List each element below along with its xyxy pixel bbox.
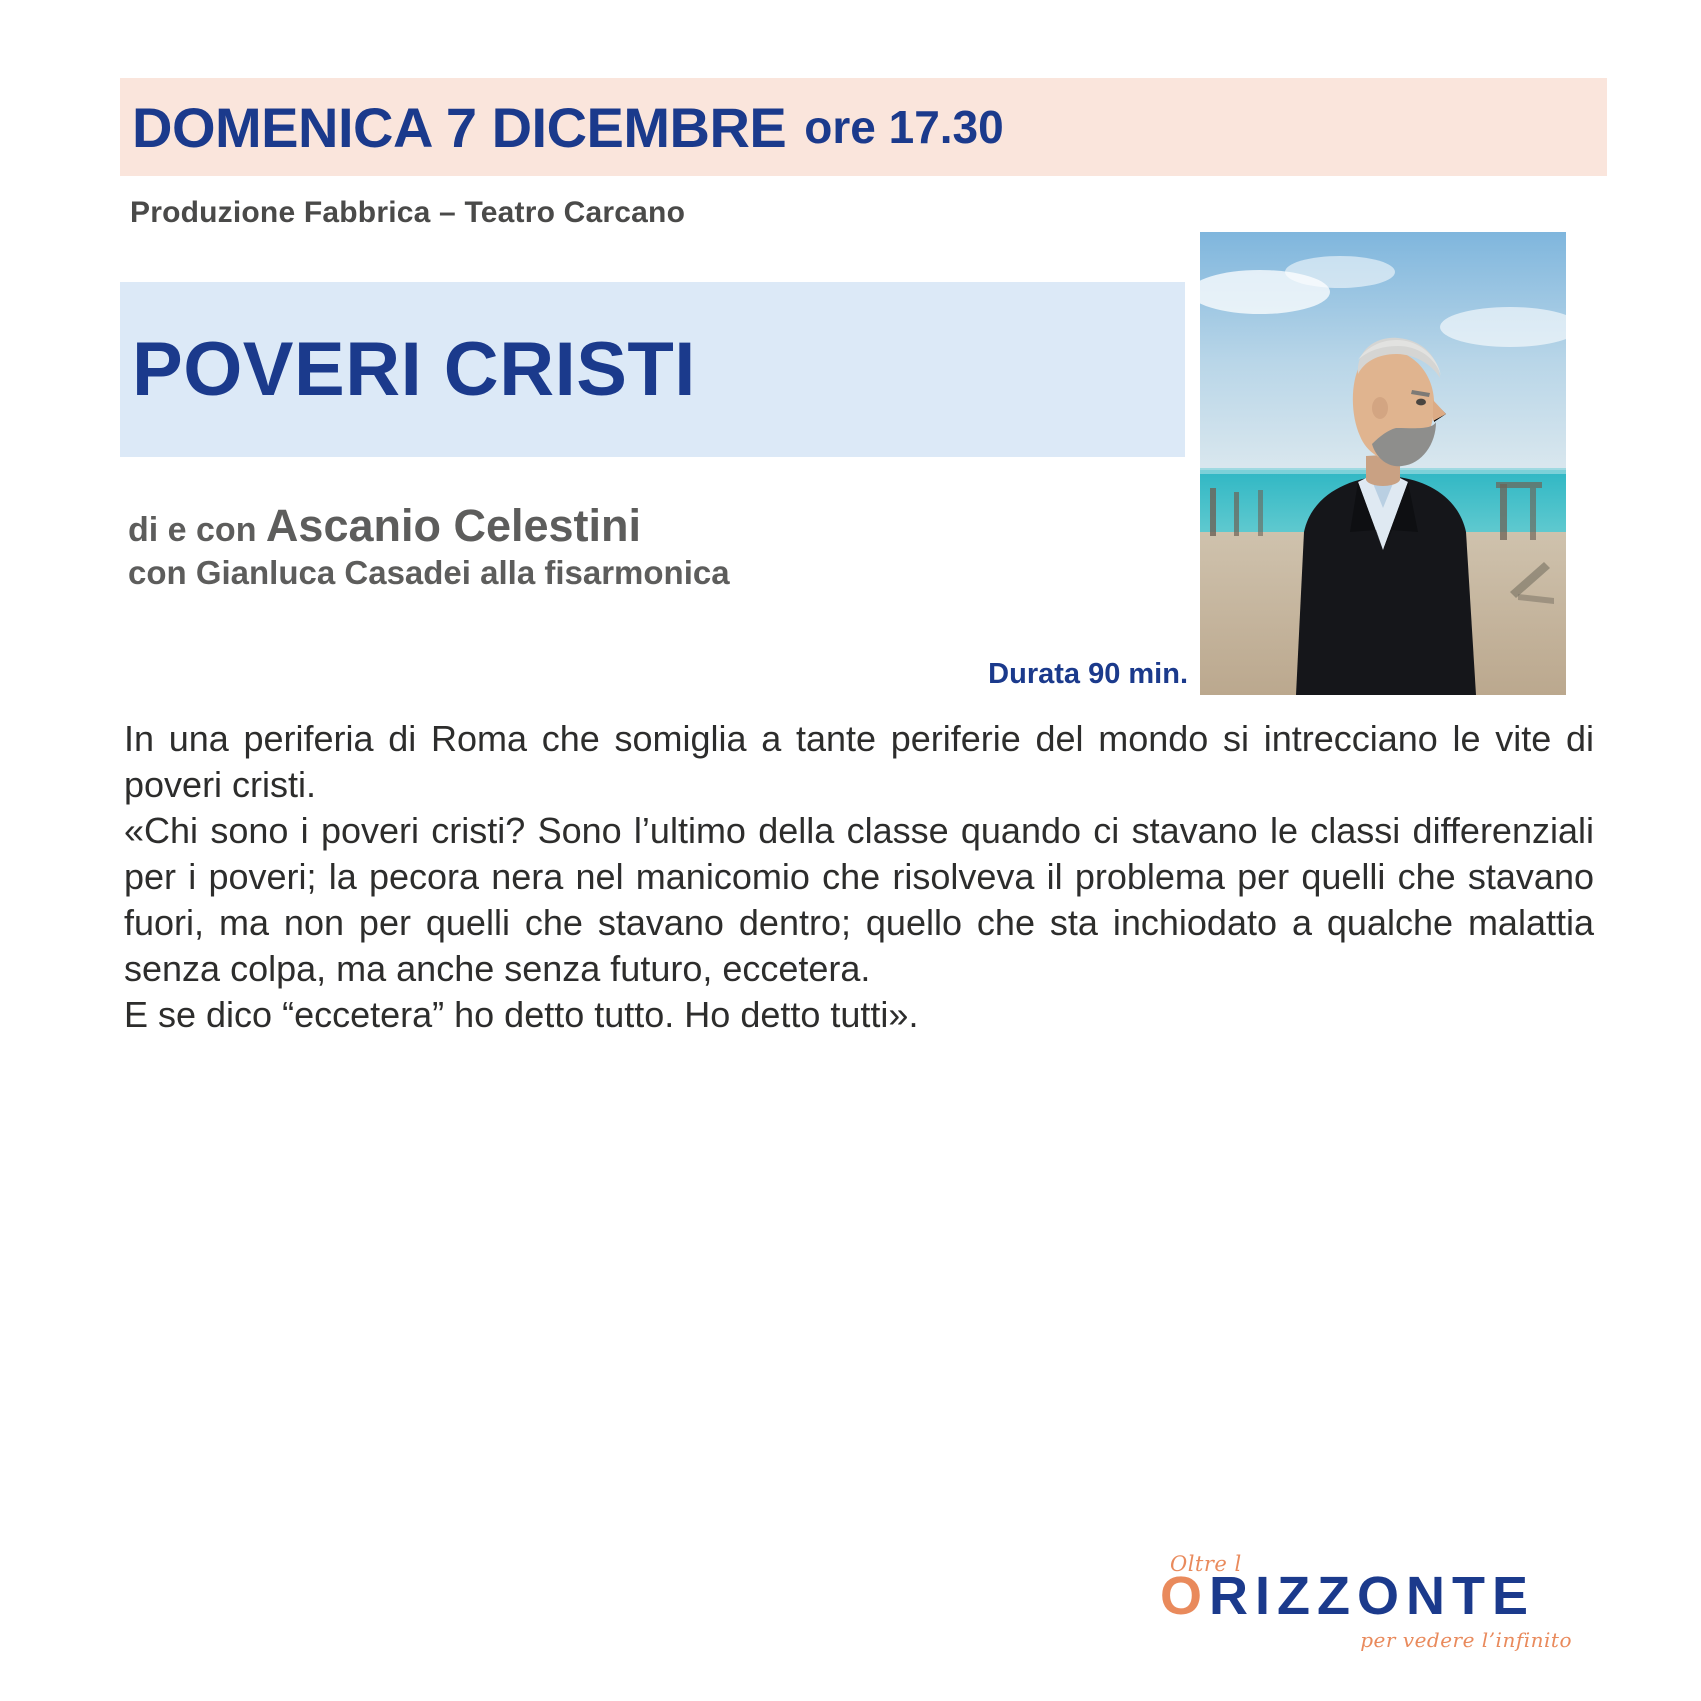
logo-word-first: O	[1160, 1566, 1210, 1626]
title-band	[120, 282, 1185, 457]
page-title: POVERI CRISTI	[132, 326, 696, 412]
credit-author: Ascanio Celestini	[265, 500, 642, 551]
photo-illustration	[1200, 232, 1566, 695]
logo-tagline: per vedere l’infinito	[1360, 1628, 1572, 1652]
description-paragraph-2: «Chi sono i poveri cristi? Sono l’ultimo della classe quando ci stavano le classi differenziali per i poveri; la pecora nera nel manicomio che risolveva il problema per quelli che stavano fuori, ma non per quelli che stavano dentro; quello che sta inchiodato a qualche malattia senza colpa, ma anche senza futuro, eccetera.	[124, 810, 1594, 990]
logo-word-rest: RIZZONTE	[1209, 1566, 1535, 1626]
logo-wordmark	[1160, 1566, 1535, 1626]
date-banner	[120, 78, 1607, 176]
credit-author-line	[128, 500, 1128, 552]
performer-photo	[1200, 232, 1566, 695]
brand-logo	[1160, 1552, 1580, 1662]
production-line: Produzione Fabbrica – Teatro Carcano	[130, 196, 686, 229]
event-time: ore 17.30	[804, 101, 1004, 153]
description-paragraph-3: E se dico “eccetera” ho detto tutto. Ho detto tutti».	[124, 994, 919, 1036]
description-block	[124, 716, 1594, 1039]
event-date: DOMENICA 7 DICEMBRE	[132, 95, 787, 159]
duration-label: Durata 90 min.	[988, 658, 1188, 690]
credit-secondary: con Gianluca Casadei alla fisarmonica	[128, 553, 730, 591]
credits-block	[128, 500, 1128, 592]
description-paragraph-1: In una periferia di Roma che somiglia a tante periferie del mondo si intrecciano le vite di poveri cristi.	[124, 718, 1594, 806]
credit-prefix: di e con	[128, 511, 257, 549]
logo-script-top: Oltre l	[1170, 1552, 1242, 1576]
